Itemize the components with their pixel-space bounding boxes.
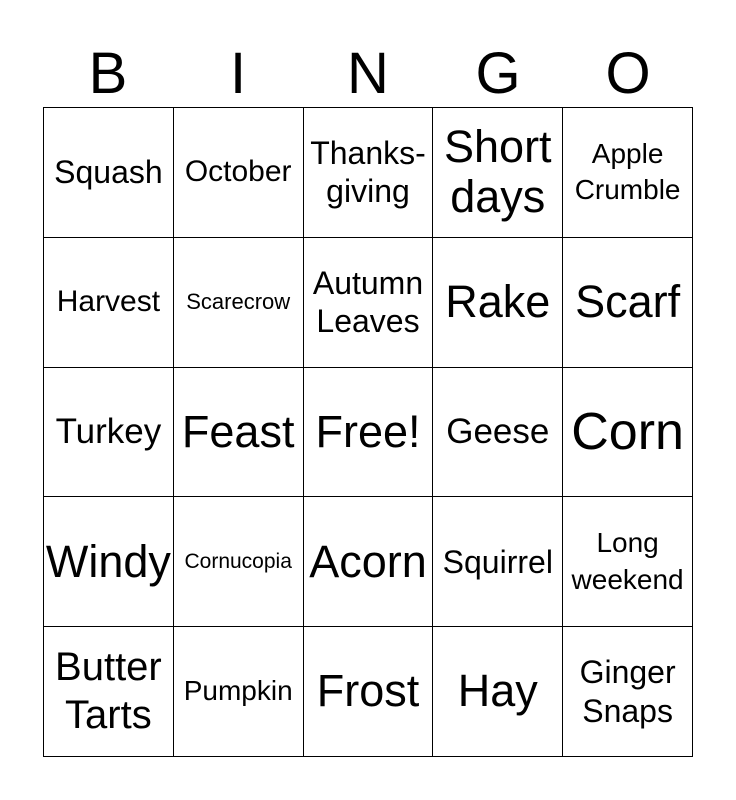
cell-text: Scarf xyxy=(575,276,681,327)
bingo-cell[interactable] xyxy=(174,108,304,238)
bingo-cell[interactable] xyxy=(44,238,174,368)
bingo-cell[interactable] xyxy=(44,108,174,238)
cell-text: Butter Tarts xyxy=(55,645,162,737)
cell-text: Pumpkin xyxy=(183,675,293,707)
bingo-header xyxy=(43,40,693,108)
cell-text: Harvest xyxy=(56,284,161,318)
header-letter-n: N xyxy=(347,41,389,106)
bingo-cell[interactable] xyxy=(304,368,434,498)
cell-text: Autumn Leaves xyxy=(312,264,424,340)
cell-text: Rake xyxy=(445,276,551,327)
bingo-cell[interactable] xyxy=(433,368,563,498)
cell-text: Scarecrow xyxy=(186,289,291,314)
bingo-cell[interactable] xyxy=(304,108,434,238)
cell-text: Turkey xyxy=(55,411,162,451)
bingo-cell[interactable] xyxy=(44,497,174,627)
bingo-cell[interactable] xyxy=(433,108,563,238)
header-letter-b: B xyxy=(88,41,128,106)
bingo-cell[interactable] xyxy=(174,627,304,757)
cell-text: Frost xyxy=(316,665,420,717)
bingo-cell[interactable] xyxy=(174,497,304,627)
bingo-cell[interactable] xyxy=(304,627,434,757)
cell-text: Squash xyxy=(54,154,163,191)
bingo-cell[interactable] xyxy=(304,497,434,627)
cell-text: Ginger Snaps xyxy=(579,654,676,729)
cell-text: Windy xyxy=(45,535,171,587)
cell-text: Acorn xyxy=(309,535,427,587)
cell-text: Free! xyxy=(315,405,421,457)
bingo-cell[interactable] xyxy=(44,627,174,757)
header-letter-o: O xyxy=(605,41,651,106)
cell-text: Squirrel xyxy=(442,543,553,580)
bingo-cell[interactable] xyxy=(44,368,174,498)
bingo-cell[interactable] xyxy=(304,238,434,368)
bingo-cell[interactable] xyxy=(433,238,563,368)
cell-text: October xyxy=(184,155,292,189)
bingo-cell[interactable] xyxy=(174,368,304,498)
cell-text: Thanks- giving xyxy=(310,135,426,210)
bingo-cell[interactable] xyxy=(433,627,563,757)
bingo-cell[interactable] xyxy=(174,238,304,368)
cell-text: Geese xyxy=(446,411,550,451)
bingo-board xyxy=(43,107,693,757)
bingo-cell[interactable] xyxy=(563,108,693,238)
header-letter-g: G xyxy=(475,41,521,106)
bingo-cell[interactable] xyxy=(563,238,693,368)
cell-text: Feast xyxy=(181,405,295,457)
bingo-cell[interactable] xyxy=(563,497,693,627)
cell-text: Long weekend xyxy=(571,527,684,595)
cell-text: Corn xyxy=(571,402,684,461)
bingo-cell[interactable] xyxy=(563,368,693,498)
cell-text: Hay xyxy=(457,665,538,717)
header-letter-i: I xyxy=(229,41,247,106)
cell-text: Cornucopia xyxy=(184,550,292,574)
cell-text: Apple Crumble xyxy=(574,138,681,206)
cell-text: Short days xyxy=(444,121,552,223)
bingo-cell[interactable] xyxy=(563,627,693,757)
bingo-cell[interactable] xyxy=(433,497,563,627)
